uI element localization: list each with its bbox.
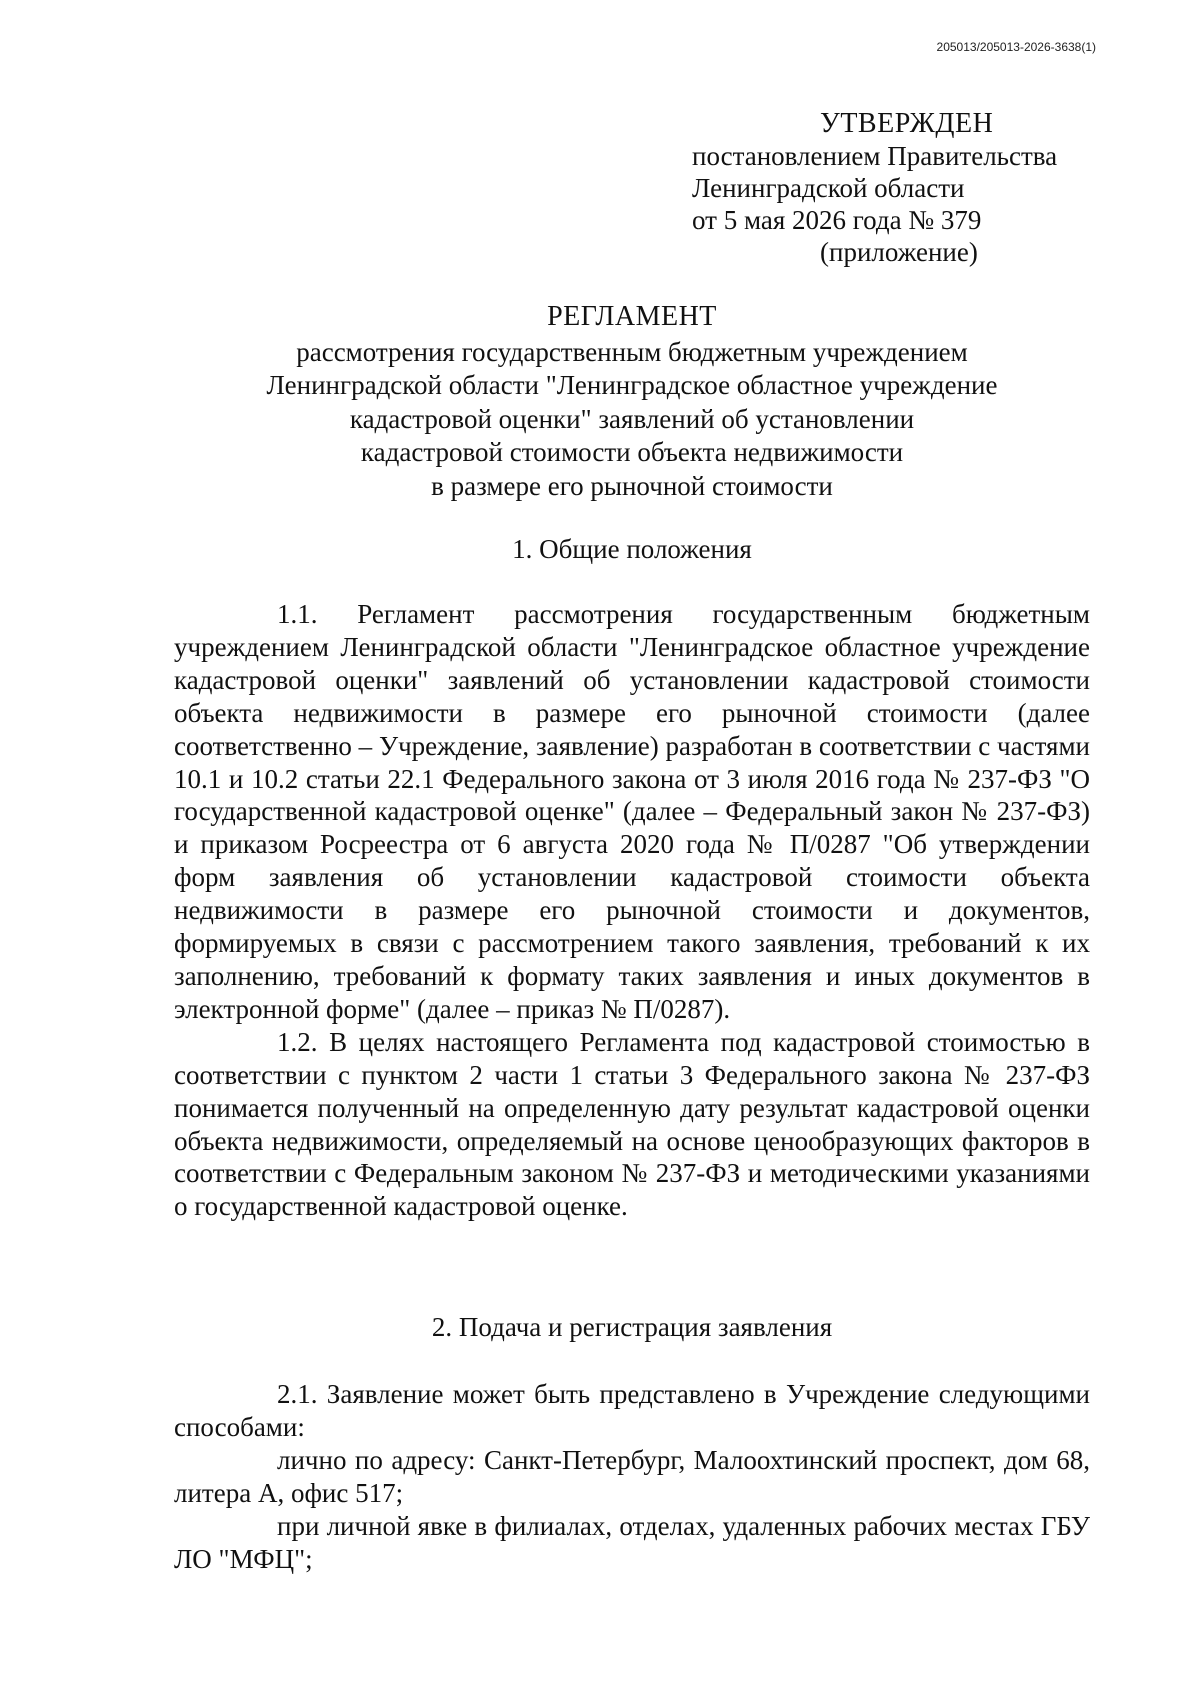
approval-line: постановлением Правительства xyxy=(692,141,1058,171)
paragraph-2-1-method-in-person: лично по адресу: Санкт-Петербург, Малоохтинский проспект, дом 68, литера А, офис 517; xyxy=(174,1444,1090,1508)
approval-heading: УТВЕРЖДЕН xyxy=(820,108,994,139)
document-subtitle-line: рассмотрения государственным бюджетным учреждением xyxy=(296,336,968,367)
approval-line: от 5 мая 2026 года № 379 xyxy=(692,205,982,235)
approval-line: Ленинградской области xyxy=(692,173,965,203)
paragraph-2-1-method-mfc: при личной явке в филиалах, отделах, удаленных рабочих местах ГБУ ЛО "МФЦ"; xyxy=(174,1510,1090,1574)
document-subtitle-line: в размере его рыночной стоимости xyxy=(431,470,833,501)
section-heading-2: 2. Подача и регистрация заявления xyxy=(431,1312,833,1342)
document-subtitle-line: кадастровой оценки" заявлений об установлении xyxy=(349,403,915,434)
section-1-body xyxy=(174,598,1090,1223)
paragraph-2-1: 2.1. Заявление может быть представлено в Учреждение следующими способами: xyxy=(174,1379,1090,1442)
document-title-block xyxy=(170,300,1094,503)
document-id: 205013/205013-2026-3638(1) xyxy=(936,40,1096,54)
paragraph-1-1: 1.1. Регламент рассмотрения государственным бюджетным учреждением Ленинградской области "Ленинградское областное учреждение кадастровой оценки" заявлений об установлении кадастровой стоимости объекта недвижимости в размере его рыночной стоимости (далее соответственно – Учреждение, заявление) разработан в соответствии с частями 10.1 и 10.2 статьи 22.1 Федерального закона от 3 июля 2016 года № 237-ФЗ "О государственной кадастровой оценке" (далее – Федеральный закон № 237-ФЗ) и приказом Росреестра от 6 августа 2020 года № П/0287 "Об утверждении форм заявления об установлении кадастровой стоимости объекта недвижимости в размере его рыночной стоимости и документов, формируемых в связи с рассмотрением такого заявления, требований к их заполнению, требований к формату таких заявления и иных документов в электронной форме" (далее – приказ № П/0287). xyxy=(174,599,1090,1024)
section-heading-1: 1. Общие положения xyxy=(512,534,752,564)
section-2-body xyxy=(174,1378,1090,1575)
approval-appendix: (приложение) xyxy=(820,237,978,267)
approval-stamp xyxy=(692,108,1112,268)
document-title: РЕГЛАМЕНТ xyxy=(547,301,717,332)
paragraph-1-2: 1.2. В целях настоящего Регламента под кадастровой стоимостью в соответствии с пунктом 2 части 1 статьи 3 Федерального закона № 237-ФЗ понимается полученный на определенную дату результат кадастровой оценки объекта недвижимости, определяемый на основе ценообразующих факторов в соответствии с Федеральным законом № 237-ФЗ и методическими указаниями о государственной кадастровой оценке. xyxy=(174,1026,1090,1222)
document-subtitle-line: кадастровой стоимости объекта недвижимости xyxy=(360,437,904,467)
document-subtitle-line: Ленинградской области "Ленинградское областное учреждение xyxy=(266,370,998,400)
